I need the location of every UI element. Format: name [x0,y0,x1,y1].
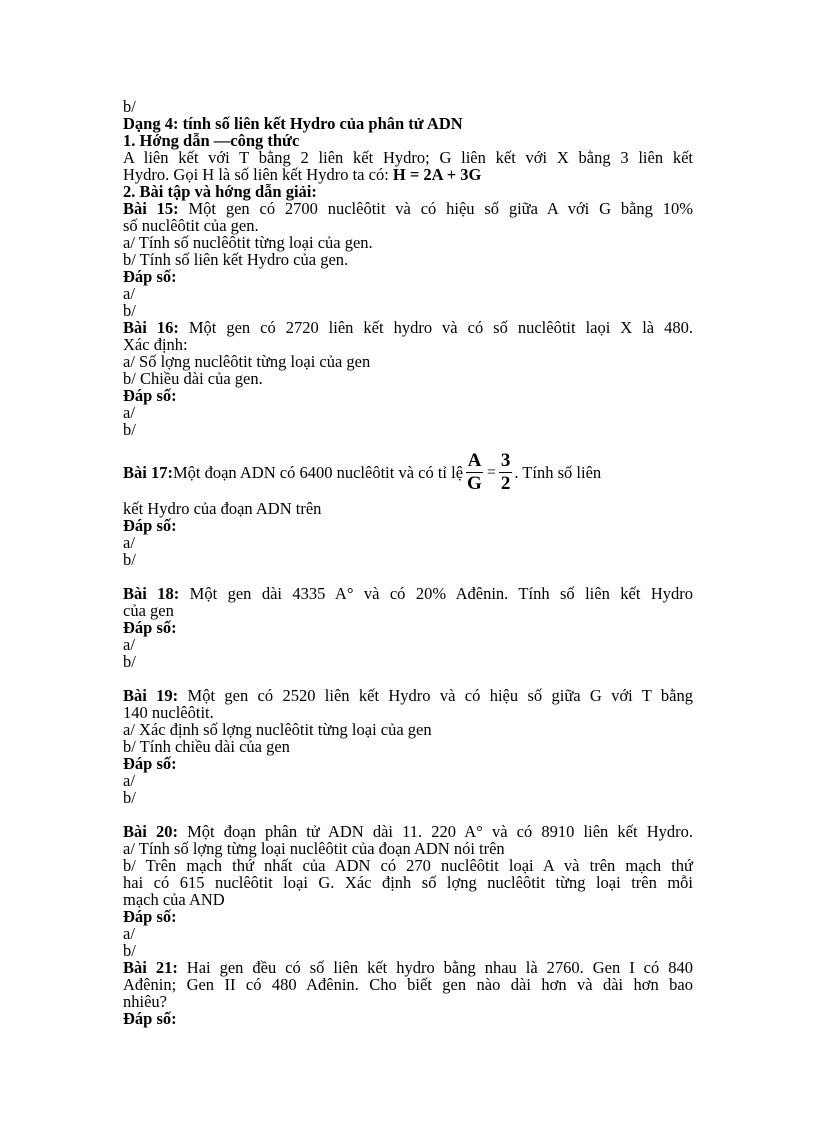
fraction-a-over-g: $\frac{A}{G}$ [467,449,482,494]
text-line: kết Hydro của đoạn ADN trên [123,499,322,518]
answer-b: b/ [123,941,136,960]
exercise-21: Bài 21: Hai gen đều có số liên kết hydro bằng nhau là 2760. Gen I có 840 [123,958,693,977]
text-line: 140 nuclêôtit. [123,703,214,722]
question-a: a/ Tính số lợng từng loại nuclêôtit của đoạn ADN nói trên [123,839,505,858]
answer-b: b/ [123,420,136,439]
section-heading: Dạng 4: tính số liên kết Hydro của phân tử ADN [123,114,463,133]
text-line: nhiêu? [123,992,167,1011]
exercise-19: Bài 19: Một gen có 2520 liên kết Hydro và có hiệu số giữa G với T bằng [123,686,693,705]
exercise-16: Bài 16: Một gen có 2720 liên kết hydro và có số nuclêôtit laọi X là 480. [123,318,693,337]
hydrogen-bond-formula: H = 2A + 3G [392,165,482,184]
answer-label: Đáp số: [123,267,177,286]
document-page [123,98,693,1027]
answer-label: Đáp số: [123,386,177,405]
answer-label: Đáp số: [123,516,177,535]
answer-b: b/ [123,301,136,320]
answer-a: a/ [123,403,135,422]
fraction-3-over-2: $\frac{3}{2}$ [500,449,511,494]
exercise-15: Bài 15: Một gen có 2700 nuclêôtit và có hiệu số giữa A với G bằng 10% [123,199,693,218]
answer-a: a/ [123,284,135,303]
text-line: Xác định: [123,335,188,354]
intro-text-line: Hydro. Gọi H là số liên kết Hydro ta có: H = 2A + 3G [123,165,482,184]
text-line: số nuclêôtit của gen. [123,216,259,235]
text-line: mạch của AND [123,890,225,909]
exercise-title: Bài 20: [123,822,178,841]
exercise-title: Bài 21: [123,958,178,977]
question-b: b/ Tính số liên kết Hydro của gen. [123,250,349,269]
intro-text-line: A liên kết với T bằng 2 liên kết Hydro; G liên kết với X bằng 3 liên kết [123,148,693,167]
exercise-title: Bài 18: [123,584,180,603]
exercise-20: Bài 20: Một đoạn phân tử ADN dài 11. 220 A° và có 8910 liên kết Hydro. [123,822,693,841]
question-b: b/ Trên mạch thứ nhất của ADN có 270 nuclêôtit loại A và trên mạch thứ [123,856,693,875]
answer-a: a/ [123,533,135,552]
question-a: a/ Tính số nuclêôtit từng loại của gen. [123,233,373,252]
exercise-18: Bài 18: Một gen dài 4335 A° và có 20% Ađênin. Tính số liên kết Hydro [123,584,693,603]
text-line: của gen [123,601,174,620]
subsection-title: 1. Hớng dẫn —công thức [123,131,300,150]
exercise-title: Bài 15: [123,199,179,218]
answer-a: a/ [123,771,135,790]
question-a: a/ Số lợng nuclêôtit từng loại của gen [123,352,371,371]
question-a: a/ Xác định số lợng nuclêôtit từng loại của gen [123,720,432,739]
answer-label: Đáp số: [123,754,177,773]
answer-b: b/ [123,550,136,569]
answer-label: Đáp số: [123,618,177,637]
exercise-17: Bài 17: Một đoạn ADN có 6400 nuclêôtit và có tỉ lệ $\frac{A}{G}$ = $\frac{3}{2}$ . Tính số liên [123,449,602,494]
exercise-title: Bài 16: [123,318,179,337]
text-line: hai có 615 nuclêôtit loại G. Xác định số lợng nuclêôtit từng loại trên mỗi [123,873,693,892]
question-b: b/ Chiều dài của gen. [123,369,263,388]
answer-label: Đáp số: [123,1009,177,1028]
answer-label: Đáp số: [123,907,177,926]
question-b: b/ Tính chiều dài của gen [123,737,290,756]
answer-a: a/ [123,635,135,654]
answer-b: b/ [123,788,136,807]
text-line: b/ [123,97,136,116]
answer-a: a/ [123,924,135,943]
exercise-title: Bài 17: [123,462,173,482]
answer-b: b/ [123,652,136,671]
exercise-title: Bài 19: [123,686,179,705]
subsection-title: 2. Bài tập và hớng dẫn giải: [123,182,317,201]
text-line: Ađênin; Gen II có 480 Ađênin. Cho biết gen nào dài hơn và dài hơn bao [123,975,693,994]
